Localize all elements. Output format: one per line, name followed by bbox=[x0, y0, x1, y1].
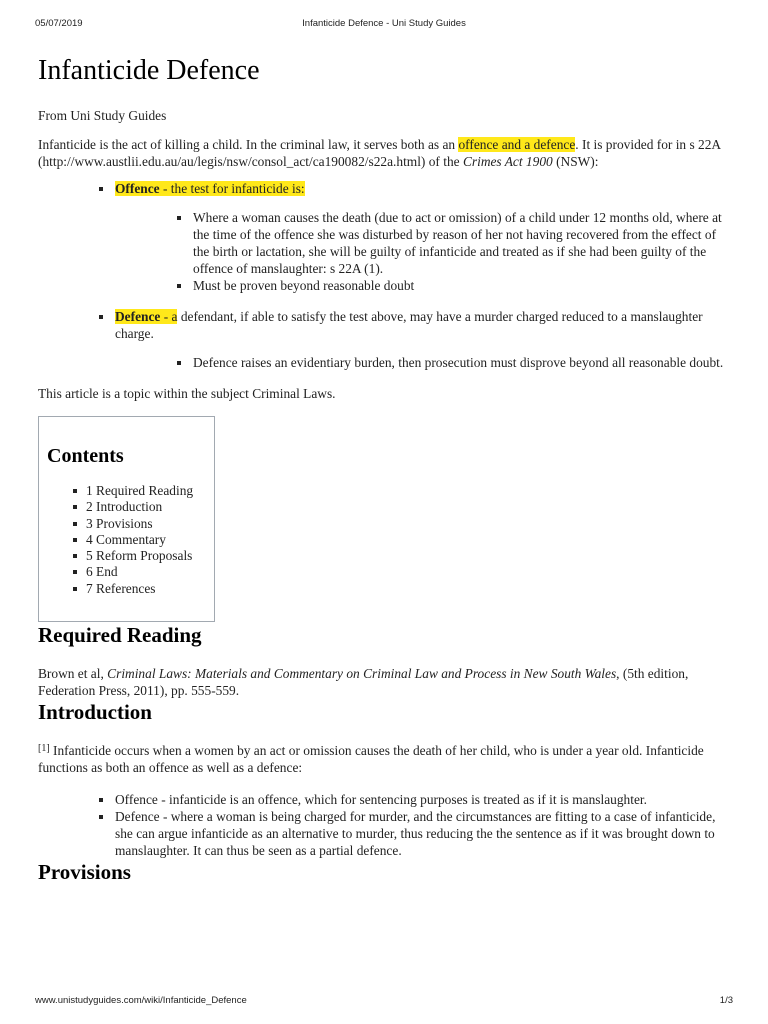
reading-book-title: Criminal Laws: Materials and Commentary on Criminal Law and Process in New South Wales bbox=[107, 666, 617, 681]
offence-sublist bbox=[115, 209, 728, 294]
intro-text-3: (NSW): bbox=[552, 154, 599, 169]
toc-item-provisions[interactable]: 3 Provisions bbox=[86, 516, 214, 532]
reading-details: , (5th edition, Federation Press, 2011), pp. 555-559. bbox=[38, 666, 689, 698]
offence-highlight bbox=[115, 181, 305, 196]
intro-paragraph bbox=[38, 136, 728, 170]
introduction-heading: Introduction bbox=[38, 700, 152, 724]
intro-text-1: Infanticide is the act of killing a child. In the criminal law, it serves both as an bbox=[38, 137, 459, 152]
act-name: Crimes Act 1900 bbox=[462, 154, 553, 169]
list-item: Defence - where a woman is being charged for murder, and the circumstances are fitting to a case of infanticide, she can argue infanticide as an alternative to murder, thus reducing the the sentence as if it was brought down to manslaughter. It can thus be seen as a partial defence. bbox=[115, 808, 728, 859]
defence-text: defendant, if able to satisfy the test above, may have a murder charged reduced to a manslaughter charge. bbox=[115, 309, 703, 341]
toc-title: Contents bbox=[47, 445, 124, 467]
site-subtitle: From Uni Study Guides bbox=[38, 108, 167, 123]
toc-item-required-reading[interactable]: 1 Required Reading bbox=[86, 483, 214, 499]
toc-item-reform-proposals[interactable]: 5 Reform Proposals bbox=[86, 548, 214, 564]
defence-highlight bbox=[115, 309, 177, 324]
introduction-list bbox=[38, 791, 728, 859]
reading-author: Brown et al, bbox=[38, 666, 108, 681]
introduction-body: Infanticide occurs when a women by an act or omission causes the death of her child, who is under a year old. Infanticide functions as both an offence as well as a defence: bbox=[38, 743, 704, 775]
defence-label: Defence bbox=[115, 309, 161, 324]
definition-list bbox=[38, 180, 728, 371]
defence-highlight-text: - a bbox=[160, 309, 178, 324]
print-title: Infanticide Defence - Uni Study Guides bbox=[302, 18, 466, 29]
required-reading-heading: Required Reading bbox=[38, 623, 202, 647]
intro-highlight: offence and a defence bbox=[458, 137, 576, 152]
list-item: Where a woman causes the death (due to act or omission) of a child under 12 months old, where at the time of the offence she was disturbed by reason of her not having recovered from the effect of the birth or lactation, she will be guilty of infanticide and treated as if she had been guilty of the offence of manslaughter: s 22A (1). bbox=[193, 209, 728, 277]
offence-highlight-text: - the test for infanticide is: bbox=[159, 181, 305, 196]
page-number: 1/3 bbox=[719, 995, 733, 1006]
introduction-text bbox=[38, 742, 728, 776]
print-header bbox=[0, 18, 768, 32]
toc-list bbox=[47, 483, 214, 597]
subject-note: This article is a topic within the subject Criminal Laws. bbox=[38, 386, 336, 401]
toc-item-end[interactable]: 6 End bbox=[86, 564, 214, 580]
list-item: Must be proven beyond reasonable doubt bbox=[193, 277, 728, 294]
page-title: Infanticide Defence bbox=[38, 55, 260, 86]
print-footer bbox=[0, 995, 768, 1009]
reference-link[interactable]: [1] bbox=[38, 743, 50, 754]
article-content bbox=[38, 52, 728, 885]
required-reading-text bbox=[38, 665, 728, 699]
list-item: Defence raises an evidentiary burden, then prosecution must disprove beyond all reasonable doubt. bbox=[193, 354, 728, 371]
list-item-defence bbox=[115, 308, 728, 371]
print-date: 05/07/2019 bbox=[35, 18, 83, 29]
intro-text-2[interactable]: . It is provided for in s 22A (http://www.austlii.edu.au/au/legis/nsw/consol_act/ca190082/s22a.html) of the bbox=[38, 137, 721, 169]
list-item-offence bbox=[115, 180, 728, 294]
toc-item-introduction[interactable]: 2 Introduction bbox=[86, 499, 214, 515]
defence-sublist bbox=[115, 354, 728, 371]
list-item: Offence - infanticide is an offence, which for sentencing purposes is treated as if it is manslaughter. bbox=[115, 791, 728, 808]
print-url: www.unistudyguides.com/wiki/Infanticide_Defence bbox=[35, 995, 247, 1006]
offence-label: Offence bbox=[115, 181, 160, 196]
table-of-contents bbox=[38, 416, 215, 622]
toc-item-references[interactable]: 7 References bbox=[86, 581, 214, 597]
toc-item-commentary[interactable]: 4 Commentary bbox=[86, 532, 214, 548]
provisions-heading: Provisions bbox=[38, 860, 131, 884]
